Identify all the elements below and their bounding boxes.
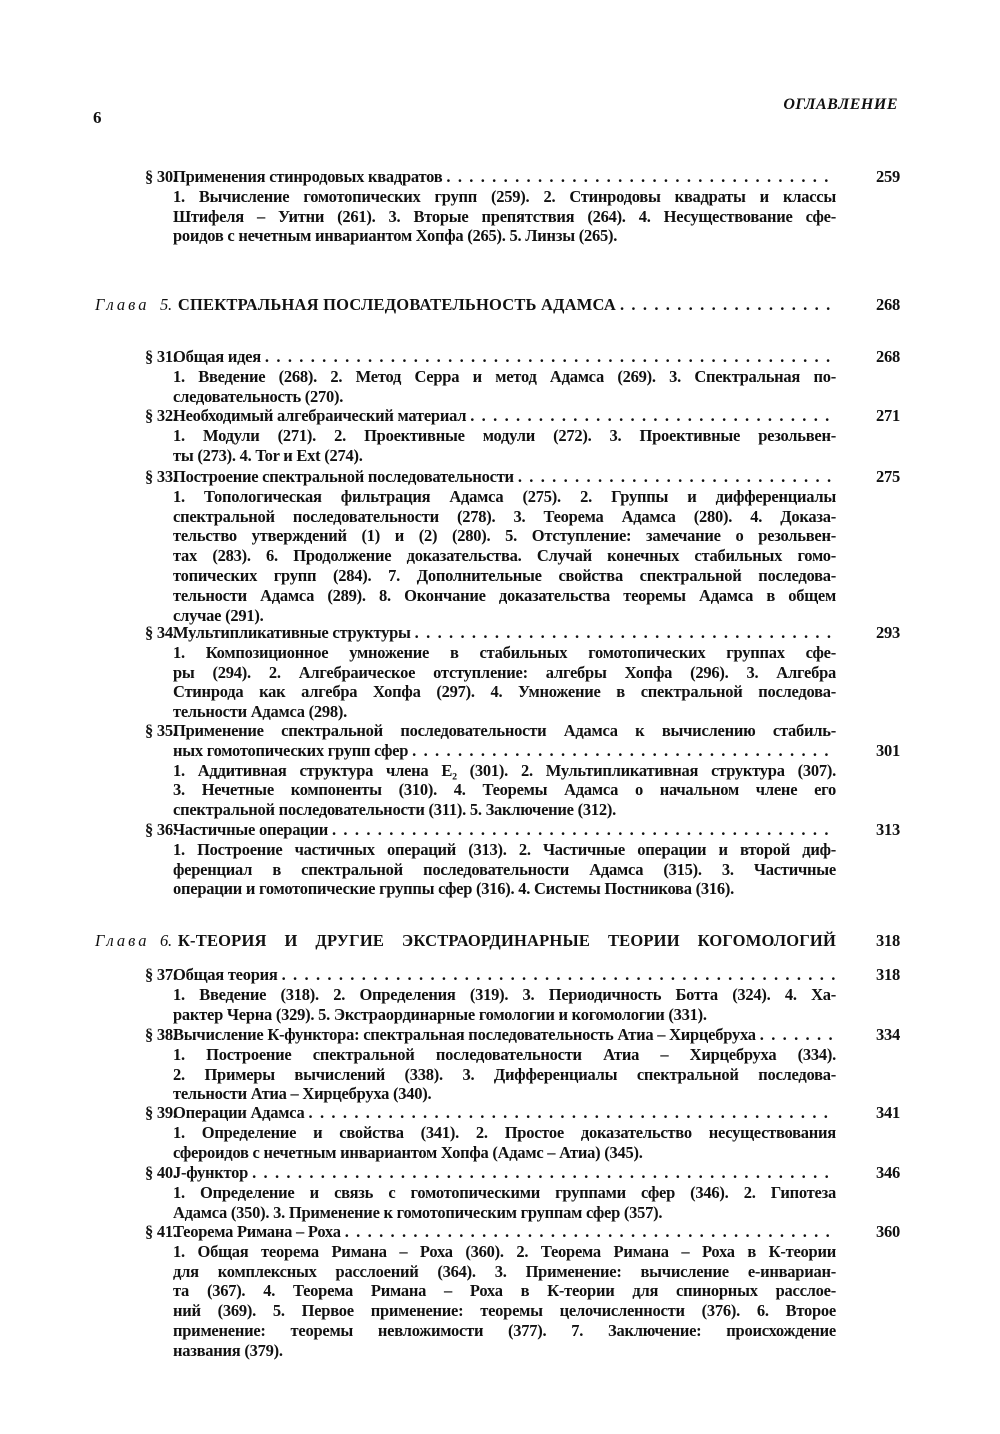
dot-leader: [446, 167, 836, 187]
dot-leader: [309, 1103, 836, 1123]
subsection-line: рактер Черна (329). 5. Экстраординарные гомологии и когомологии (331).: [173, 1004, 707, 1024]
section-number: § 31.: [145, 347, 177, 366]
subsection-line: для комплексных расслоений (364). 3. Применение: вычисление е-инвариан-: [173, 1261, 836, 1281]
dot-leader: [345, 1222, 836, 1242]
dot-leader: [282, 965, 836, 985]
subsection-line: 1. Аддитивная структура члена E₂ (301). 2. Мультипликативная структура (307).: [173, 760, 836, 780]
chapter-heading: [160, 931, 836, 951]
page-ref: 318: [876, 965, 900, 984]
subsection-line: спектральной последовательности (311). 5. Заключение (312).: [173, 800, 616, 820]
section-body: [173, 1103, 836, 1162]
dot-leader: [412, 741, 836, 761]
subsection-line: Штифеля – Уитни (261). 3. Вторые препятствия (264). 4. Несуществование сфе-: [173, 206, 836, 226]
subsection-line: 1. Топологическая фильтрация Адамса (275). 2. Группы и дифференциалы: [173, 486, 836, 506]
section-title-line: [173, 406, 836, 426]
subsection-line: тельности Атиа – Хирцебруха (340).: [173, 1084, 432, 1104]
subsection-line: 1. Построение частичных операций (313). 2. Частичные операции и второй диф-: [173, 839, 836, 859]
page-ref: 271: [876, 406, 900, 425]
subsection-line: операции и гомотопические группы сфер (316). 4. Системы Постникова (316).: [173, 879, 734, 899]
page-ref: 268: [876, 295, 900, 314]
subsection-line: роидов с нечетным инвариантом Хопфа (265). 5. Линзы (265).: [173, 226, 618, 246]
section-title-line: [173, 965, 836, 985]
running-title: ОГЛАВЛЕНИЕ: [783, 96, 898, 113]
page-ref: 259: [876, 167, 900, 186]
section-body: [173, 1025, 836, 1104]
page-ref: 334: [876, 1025, 900, 1044]
section-title-line: [173, 741, 836, 761]
subsection-line: 1. Модули (271). 2. Проективные модули (272). 3. Проективные резольвен-: [173, 425, 836, 445]
section-body: [173, 1163, 836, 1222]
chapter-title: К-ТЕОРИЯ И ДРУГИЕ ЭКСТРАОРДИНАРНЫЕ ТЕОРИИ КОГОМОЛОГИЙ: [177, 931, 836, 950]
section-body: [173, 623, 836, 722]
section-number: § 37.: [145, 965, 177, 984]
subsection-line: 1. Введение (268). 2. Метод Серра и метод Адамса (269). 3. Спектральная по-: [173, 366, 836, 386]
section-number: § 32.: [145, 406, 177, 425]
subsection-line: 1. Введение (318). 2. Определения (319). 3. Периодичность Ботта (324). 4. Ха-: [173, 984, 836, 1004]
page-ref: 301: [876, 740, 900, 760]
section-number: § 35.: [145, 721, 177, 740]
page-ref: 346: [876, 1163, 900, 1182]
dot-leader: [470, 406, 836, 426]
subsection-line: Адамса (350). 3. Применение к гомотопическим группам сфер (357).: [173, 1202, 663, 1222]
section-title: Теорема Римана – Роха: [173, 1222, 341, 1241]
section-number: § 36.: [145, 820, 177, 839]
subsection-line: Стинрода как алгебра Хопфа (297). 4. Умножение в спектральной последова-: [173, 682, 836, 702]
section-number: § 33.: [145, 467, 177, 486]
page-ref: 318: [876, 931, 900, 950]
page-ref: 313: [876, 820, 900, 839]
chapter-number: 5.: [160, 295, 172, 314]
section-number: § 38.: [145, 1025, 177, 1044]
section-title-line: [173, 623, 836, 643]
section-title: Операции Адамса: [173, 1103, 305, 1122]
chapter-number: 6.: [160, 931, 172, 950]
section-title-line: [173, 1103, 836, 1123]
subsection-line: 1. Композиционное умножение в стабильных гомотопических группах сфе-: [173, 642, 836, 662]
subsection-line: ты (273). 4. Tor и Ext (274).: [173, 445, 363, 465]
section-number: § 34.: [145, 623, 177, 642]
chapter-title: СПЕКТРАЛЬНАЯ ПОСЛЕДОВАТЕЛЬНОСТЬ АДАМСА: [177, 295, 616, 314]
section-body: [173, 965, 836, 1024]
section-title: Мультипликативные структуры: [173, 623, 411, 642]
subsection-line: топических групп (284). 7. Дополнительные свойства спектральной последова-: [173, 565, 836, 585]
section-number: § 40.: [145, 1163, 177, 1182]
subsection-line: 1. Общая теорема Римана – Роха (360). 2. Теорема Римана – Роха в К-теории: [173, 1241, 836, 1261]
dot-leader: [760, 1025, 836, 1045]
section-body: [173, 406, 836, 465]
section-title-line: [173, 820, 836, 840]
subsection-line: ференциал в спектральной последовательности Адамса (315). 3. Частичные: [173, 859, 836, 879]
section-title: Общая теория: [173, 965, 278, 984]
page-number: 6: [93, 108, 102, 127]
subsection-line: 1. Вычисление гомотопических групп (259). 2. Стинродовы квадраты и классы: [173, 186, 836, 206]
subsection-line: следовательность (270).: [173, 386, 344, 406]
subsection-line: сфероидов с нечетным инвариантом Хопфа (Адамс – Атиа) (345).: [173, 1142, 643, 1162]
section-title: Применения стинродовых квадратов: [173, 167, 443, 186]
section-number: § 30.: [145, 167, 177, 186]
subsection-line: тах (283). 6. Продолжение доказательства. Случай конечных стабильных гомо-: [173, 546, 836, 566]
page-ref: 275: [876, 467, 900, 486]
subsection-line: тельности Адамса (298).: [173, 702, 347, 722]
section-body: [173, 1222, 836, 1361]
subsection-line: тельности Адамса (289). 8. Окончание доказательства теоремы Адамса в общем: [173, 585, 836, 605]
subsection-line: ний (369). 5. Первое применение: теоремы целочисленности (376). 6. Второе: [173, 1301, 836, 1321]
dot-leader: [620, 295, 836, 315]
section-title-line: [173, 1222, 836, 1242]
page-ref: 268: [876, 347, 900, 366]
subsection-line: 3. Нечетные компоненты (310). 4. Теоремы Адамса о начальном члене его: [173, 780, 836, 800]
section-title: Частичные операции: [173, 820, 328, 839]
section-title: Общая идея: [173, 347, 261, 366]
section-title-line: [173, 167, 836, 187]
subsection-line: 2. Примеры вычислений (338). 3. Дифференциалы спектральной последова-: [173, 1064, 836, 1084]
chapter-heading: [160, 295, 836, 315]
subsection-line: ры (294). 2. Алгебраическое отступление: алгебры Хопфа (296). 3. Алгебра: [173, 662, 836, 682]
subsection-line: 1. Определение и связь с гомотопическими группами сфер (346). 2. Гипотеза: [173, 1182, 836, 1202]
section-body: [173, 721, 836, 820]
subsection-line: спектральной последовательности (278). 3. Теорема Адамса (280). 4. Доказа-: [173, 506, 836, 526]
section-body: [173, 167, 836, 246]
chapter-label: Глава: [95, 931, 150, 950]
subsection-line: та (367). 4. Теорема Римана – Роха в К-теории для спинорных расслое-: [173, 1281, 836, 1301]
section-number: § 39.: [145, 1103, 177, 1122]
section-number: § 41.: [145, 1222, 177, 1241]
section-title-line: Применение спектральной последовательности Адамса к вычислению стабиль-: [173, 721, 836, 740]
subsection-line: 1. Определение и свойства (341). 2. Простое доказательство несуществования: [173, 1122, 836, 1142]
subsection-line: 1. Построение спектральной последовательности Атиа – Хирцебруха (334).: [173, 1044, 836, 1064]
chapter-label: Глава: [95, 295, 150, 314]
subsection-line: случае (291).: [173, 605, 264, 625]
subsection-line: названия (379).: [173, 1340, 283, 1360]
page-ref: 360: [876, 1222, 900, 1241]
dot-leader: [518, 467, 836, 487]
section-title-line: [173, 467, 836, 487]
section-title: J-функтор: [173, 1163, 249, 1182]
section-body: [173, 467, 836, 625]
dot-leader: [332, 820, 836, 840]
section-title-line: [173, 1163, 836, 1183]
dot-leader: [265, 347, 836, 367]
section-title: Вычисление К-функтора: спектральная последовательность Атиа – Хирцебруха: [173, 1025, 756, 1044]
section-title: Необходимый алгебраический материал: [173, 406, 467, 425]
dot-leader: [415, 623, 836, 643]
page-ref: 293: [876, 623, 900, 642]
section-title: ных гомотопических групп сфер: [173, 740, 409, 760]
subsection-line: применение: теоремы невложимости (377). 7. Заключение: происхождение: [173, 1320, 836, 1340]
page-ref: 341: [876, 1103, 900, 1122]
section-title-line: [173, 347, 836, 367]
section-title-line: [173, 1025, 836, 1045]
section-body: [173, 820, 836, 899]
dot-leader: [252, 1163, 836, 1183]
section-title: Построение спектральной последовательности: [173, 467, 514, 486]
section-body: [173, 347, 836, 406]
subsection-line: тельство утверждений (1) и (2) (280). 5. Отступление: замечание о резольвен-: [173, 526, 836, 546]
